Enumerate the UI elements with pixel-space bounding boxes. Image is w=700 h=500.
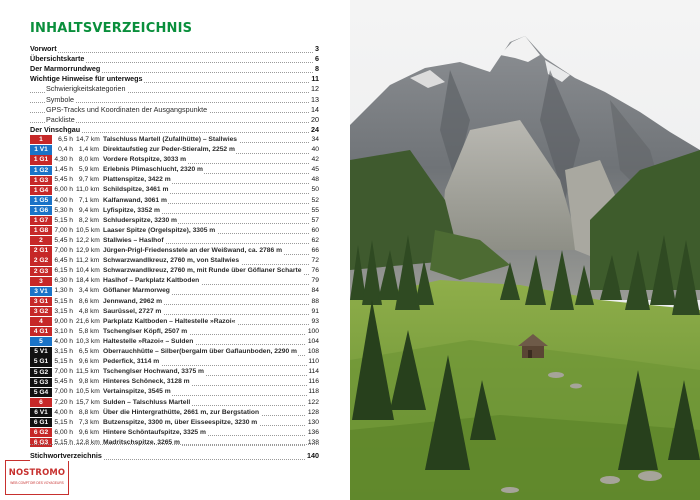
- tour-distance: 3,4 km: [76, 286, 99, 296]
- tour-entry: [30, 377, 319, 387]
- tour-title: Oberrauchhütte – Silber(bergalm über Gaflaunboden, 2290 m: [103, 347, 298, 357]
- tour-distance: 5,8 km: [76, 327, 99, 337]
- tour-duration: 1,30 h: [54, 286, 73, 296]
- tour-title: Haltestelle »Razoi« – Sulden: [103, 337, 195, 347]
- tour-distance: 8,8 km: [76, 408, 99, 418]
- tour-distance: 10,5 km: [76, 387, 99, 397]
- tour-page: 45: [310, 165, 319, 175]
- tour-duration: 4,30 h: [54, 155, 73, 165]
- tour-distance: 9,6 km: [76, 428, 99, 438]
- tour-page: 57: [310, 216, 319, 226]
- tour-page: 100: [306, 327, 319, 337]
- tour-code-badge: 1 V1: [30, 145, 52, 154]
- toc-heading: INHALTSVERZEICHNIS: [30, 21, 193, 36]
- tour-title: Lyfispitze, 3352 m: [103, 206, 162, 216]
- tour-code-badge: 5: [30, 337, 52, 346]
- tour-code-badge: 1 G3: [30, 176, 52, 185]
- toc-entry-page: 20: [311, 114, 319, 124]
- tour-code-badge: 2 G2: [30, 256, 52, 265]
- toc-entry: [30, 64, 319, 74]
- tour-code-badge: 5 V1: [30, 347, 52, 356]
- tour-duration: 4,00 h: [54, 196, 73, 206]
- tour-title: Hintere Schöntaufspitze, 3325 m: [103, 428, 207, 438]
- tour-entry: [30, 428, 319, 438]
- tour-code-badge: 5 G2: [30, 368, 52, 377]
- tour-distance: 10,3 km: [76, 337, 99, 347]
- tour-distance: 8,0 km: [76, 155, 99, 165]
- tour-entry: [30, 246, 319, 256]
- tour-page: 128: [306, 408, 319, 418]
- tour-duration: 5,15 h: [54, 418, 73, 428]
- logo-name: NOSTROMO: [8, 467, 66, 477]
- tour-distance: 9,6 km: [76, 357, 99, 367]
- tour-code-badge: 6 G3: [30, 438, 52, 447]
- tour-title: Kalfanwand, 3061 m: [103, 196, 168, 206]
- toc-entry-label: Wichtige Hinweise für unterwegs: [30, 74, 143, 84]
- tour-page: 118: [307, 387, 319, 397]
- tour-page: 110: [307, 357, 319, 367]
- tour-distance: 18,4 km: [76, 276, 99, 286]
- tour-title: Sulden – Talschluss Martell: [103, 398, 192, 408]
- dot-leader: [30, 52, 319, 53]
- toc-entry-label: Schwierigkeitskategorien: [46, 84, 126, 94]
- tour-title: Tschenglser Hochwand, 3375 m: [103, 367, 205, 377]
- toc-entry: [30, 125, 319, 135]
- toc-entry-label: Der Vinschgau: [30, 124, 81, 134]
- tour-entry: [30, 276, 319, 286]
- tour-distance: 5,9 km: [76, 165, 99, 175]
- tour-page: 91: [310, 307, 319, 317]
- tour-page: 136: [306, 428, 319, 438]
- tour-page: 52: [310, 196, 319, 206]
- tour-duration: 5,45 h: [54, 236, 73, 246]
- tour-code-badge: 1 G2: [30, 166, 52, 175]
- toc-entry: [30, 44, 319, 54]
- tour-distance: 11,0 km: [76, 185, 99, 195]
- tour-code-badge: 5 G1: [30, 357, 52, 366]
- tour-distance: 4,8 km: [76, 307, 99, 317]
- tour-title: Schwarzwandlkreuz, 2760 m, mit Runde über Göflaner Scharte: [103, 266, 303, 276]
- tour-page: 66: [310, 246, 319, 256]
- toc-entry-page: 13: [311, 94, 319, 104]
- toc-entry-index: [30, 451, 319, 461]
- tour-distance: 7,3 km: [76, 418, 99, 428]
- tour-page: 104: [306, 337, 319, 347]
- tour-duration: 7,20 h: [54, 398, 73, 408]
- tour-code-badge: 3 G2: [30, 307, 52, 316]
- tour-duration: 5,15 h: [54, 216, 73, 226]
- tour-entry: [30, 337, 319, 347]
- tour-entry: [30, 175, 319, 185]
- tour-code-badge: 2: [30, 236, 52, 245]
- tour-distance: 12,2 km: [76, 236, 99, 246]
- tour-code-badge: 1 G4: [30, 186, 52, 195]
- tour-code-badge: 3 V1: [30, 287, 52, 296]
- tour-title: Parkplatz Kaltboden – Haltestelle »Razoi«: [103, 317, 237, 327]
- toc-entry: [30, 105, 319, 115]
- tour-duration: 3,15 h: [54, 307, 73, 317]
- tour-page: 122: [306, 398, 319, 408]
- toc-entry-page: 24: [311, 124, 319, 134]
- tour-code-badge: 6 V1: [30, 408, 52, 417]
- tour-distance: 10,5 km: [76, 226, 99, 236]
- toc-entry: [30, 84, 319, 94]
- tour-entry: [30, 145, 319, 155]
- tour-distance: 7,1 km: [76, 196, 99, 206]
- tour-code-badge: 5 G4: [30, 388, 52, 397]
- tour-title: Pederfick, 3114 m: [103, 357, 161, 367]
- tour-entry: [30, 398, 319, 408]
- toc-end-divider: [30, 444, 319, 445]
- tour-title: Tschenglser Köpfl, 2507 m: [103, 327, 189, 337]
- tour-title: Saurüssel, 2727 m: [103, 307, 163, 317]
- toc-entry-label: Symbole: [46, 94, 74, 104]
- tour-duration: 6,5 h: [54, 135, 73, 145]
- tour-duration: 0,4 h: [54, 145, 73, 155]
- tour-title: Jennwand, 2962 m: [103, 297, 164, 307]
- tour-duration: 4,00 h: [54, 337, 73, 347]
- tour-distance: 15,7 km: [76, 398, 99, 408]
- tour-entry: [30, 408, 319, 418]
- tour-title: Talschluss Martell (Zufallhütte) – Stallwies: [103, 135, 239, 145]
- toc-entry: [30, 115, 319, 125]
- tour-page: 88: [310, 297, 319, 307]
- tour-page: 114: [307, 367, 319, 377]
- tour-code-badge: 1 G8: [30, 226, 52, 235]
- tour-duration: 6,00 h: [54, 185, 73, 195]
- tour-duration: 6,00 h: [54, 428, 73, 438]
- tour-title: Haslhof – Parkplatz Kaltboden: [103, 276, 201, 286]
- tour-entry: [30, 347, 319, 357]
- tour-code-badge: 1 G7: [30, 216, 52, 225]
- tour-title: Laaser Spitze (Orgelspitze), 3305 m: [103, 226, 217, 236]
- tour-duration: 5,15 h: [54, 438, 73, 448]
- tour-code-badge: 1: [30, 135, 52, 144]
- toc-entry-page: 3: [315, 44, 319, 53]
- tour-duration: 5,15 h: [54, 357, 73, 367]
- toc-entry: [30, 95, 319, 105]
- toc-entry-label: Übersichtskarte: [30, 54, 85, 64]
- tour-code-badge: 6 G1: [30, 418, 52, 427]
- tour-entry: [30, 206, 319, 216]
- toc-entry-page: 11: [311, 74, 319, 84]
- tour-title: Vertainspitze, 3545 m: [103, 387, 172, 397]
- tour-entry: [30, 418, 319, 428]
- tour-code-badge: 4 G1: [30, 327, 52, 336]
- tour-duration: 9,00 h: [54, 317, 73, 327]
- tour-title: Stallwies – Haslhof: [103, 236, 165, 246]
- toc-entry-page: 6: [315, 54, 319, 64]
- tour-entry: [30, 327, 319, 337]
- toc-entry: [30, 54, 319, 64]
- tour-duration: 7,00 h: [54, 387, 73, 397]
- tour-page: 108: [306, 347, 319, 357]
- toc-entry-label: GPS-Tracks und Koordinaten der Ausgangspunkte: [46, 104, 208, 114]
- tour-distance: 9,7 km: [76, 175, 99, 185]
- tour-distance: 6,5 km: [76, 347, 99, 357]
- tour-code-badge: 6: [30, 398, 52, 407]
- tour-entry: [30, 196, 319, 206]
- mountain-meadow-photo: [350, 0, 700, 500]
- tour-duration: 3,10 h: [54, 327, 73, 337]
- tour-distance: 8,6 km: [76, 297, 99, 307]
- toc-entry-page: 12: [311, 84, 319, 94]
- tour-entry: [30, 367, 319, 377]
- tour-code-badge: 3 G1: [30, 297, 52, 306]
- toc-entry-page: 14: [311, 104, 319, 114]
- tour-entry: [30, 185, 319, 195]
- tour-entry: [30, 317, 319, 327]
- logo-tagline: WEB COMPTOIR DES VOYAGEURS: [10, 481, 64, 485]
- toc-entry-label: Packliste: [46, 114, 75, 124]
- tour-page: 40: [310, 145, 319, 155]
- toc-entry-label: Vorwort: [30, 44, 57, 53]
- tour-entry: [30, 165, 319, 175]
- tour-title: Plattenspitze, 3422 m: [103, 175, 172, 185]
- tour-duration: 5,30 h: [54, 206, 73, 216]
- tour-duration: 6,45 h: [54, 256, 73, 266]
- tour-title: Jürgen-Prigl-Friedensstele an der Weißwand, ca. 2786 m: [103, 246, 284, 256]
- toc-entry-page: 8: [315, 64, 319, 74]
- tour-entry: [30, 135, 319, 145]
- tour-distance: 11,5 km: [76, 367, 99, 377]
- tour-entry: [30, 297, 319, 307]
- tour-title: Vordere Rotspitze, 3033 m: [103, 155, 188, 165]
- tour-page: 76: [310, 266, 319, 276]
- tour-duration: 5,15 h: [54, 297, 73, 307]
- tour-duration: 6,15 h: [54, 266, 73, 276]
- tour-title: Über die Hintergrathütte, 2661 m, zur Bergstation: [103, 408, 261, 418]
- tour-duration: 1,45 h: [54, 165, 73, 175]
- tour-distance: 1,4 km: [76, 145, 99, 155]
- toc-entry-page: 140: [307, 451, 319, 460]
- toc-entry: [30, 74, 319, 84]
- tour-code-badge: 1 G5: [30, 196, 52, 205]
- tour-duration: 7,00 h: [54, 246, 73, 256]
- tour-page: 72: [310, 256, 319, 266]
- tour-page: 138: [306, 438, 319, 448]
- tour-page: 79: [310, 276, 319, 286]
- tour-page: 60: [310, 226, 319, 236]
- toc-entry-label: Stichwortverzeichnis: [30, 451, 102, 460]
- tour-code-badge: 5 G3: [30, 378, 52, 387]
- tour-distance: 9,4 km: [76, 206, 99, 216]
- tour-entry: [30, 236, 319, 246]
- tour-page: 50: [310, 185, 319, 195]
- tour-duration: 7,00 h: [54, 226, 73, 236]
- tour-page: 62: [310, 236, 319, 246]
- tour-distance: 12,8 km: [76, 438, 99, 448]
- tour-distance: 21,6 km: [76, 317, 99, 327]
- tour-code-badge: 3: [30, 277, 52, 286]
- tour-title: Direktaufstieg zur Peder-Stieralm, 2252 m: [103, 145, 236, 155]
- tour-entry: [30, 286, 319, 296]
- tour-page: 48: [310, 175, 319, 185]
- tour-code-badge: 2 G1: [30, 246, 52, 255]
- tour-duration: 4,00 h: [54, 408, 73, 418]
- tour-distance: 10,4 km: [76, 266, 99, 276]
- tour-title: Göflaner Marmorweg: [103, 286, 171, 296]
- tour-title: Schwarzwandlkreuz, 2760 m, von Stallwies: [103, 256, 241, 266]
- tour-duration: 7,00 h: [54, 367, 73, 377]
- tour-page: 93: [310, 317, 319, 327]
- tour-title: Schildspitze, 3461 m: [103, 185, 170, 195]
- tour-duration: 5,45 h: [54, 377, 73, 387]
- tour-entry: [30, 216, 319, 226]
- tour-title: Erlebnis Plimaschlucht, 2320 m: [103, 165, 204, 175]
- tour-page: 84: [310, 286, 319, 296]
- tour-entry: [30, 438, 319, 448]
- tour-entry: [30, 256, 319, 266]
- tour-entry: [30, 307, 319, 317]
- tour-page: 55: [310, 206, 319, 216]
- tour-page: 42: [310, 155, 319, 165]
- tour-duration: 6,30 h: [54, 276, 73, 286]
- tour-code-badge: 1 G1: [30, 155, 52, 164]
- tour-code-badge: 2 G3: [30, 267, 52, 276]
- tour-title: Hinteres Schöneck, 3128 m: [103, 377, 191, 387]
- tour-entry: [30, 226, 319, 236]
- tour-duration: 3,15 h: [54, 347, 73, 357]
- tour-entry: [30, 155, 319, 165]
- tour-title: Schluderspitze, 3230 m: [103, 216, 178, 226]
- toc-entry-label: Der Marmorrundweg: [30, 64, 101, 74]
- tour-code-badge: 4: [30, 317, 52, 326]
- tour-entry: [30, 387, 319, 397]
- tour-distance: 11,2 km: [76, 256, 99, 266]
- tour-title: Madritschspitze, 3265 m: [103, 438, 181, 448]
- landscape-photo: [350, 0, 700, 500]
- tour-entry: [30, 357, 319, 367]
- tour-entry: [30, 266, 319, 276]
- tour-title: Butzenspitze, 3300 m, über Eisseespitze, 3230 m: [103, 418, 259, 428]
- tour-distance: 9,8 km: [76, 377, 99, 387]
- tour-code-badge: 1 G6: [30, 206, 52, 215]
- tour-distance: 12,9 km: [76, 246, 99, 256]
- tour-distance: 8,2 km: [76, 216, 99, 226]
- tour-page: 34: [310, 135, 319, 145]
- tour-distance: 14,7 km: [76, 135, 99, 145]
- tour-page: 116: [307, 377, 319, 387]
- tour-code-badge: 6 G2: [30, 428, 52, 437]
- nostromo-logo: [5, 460, 69, 495]
- tour-page: 130: [306, 418, 319, 428]
- tour-duration: 5,45 h: [54, 175, 73, 185]
